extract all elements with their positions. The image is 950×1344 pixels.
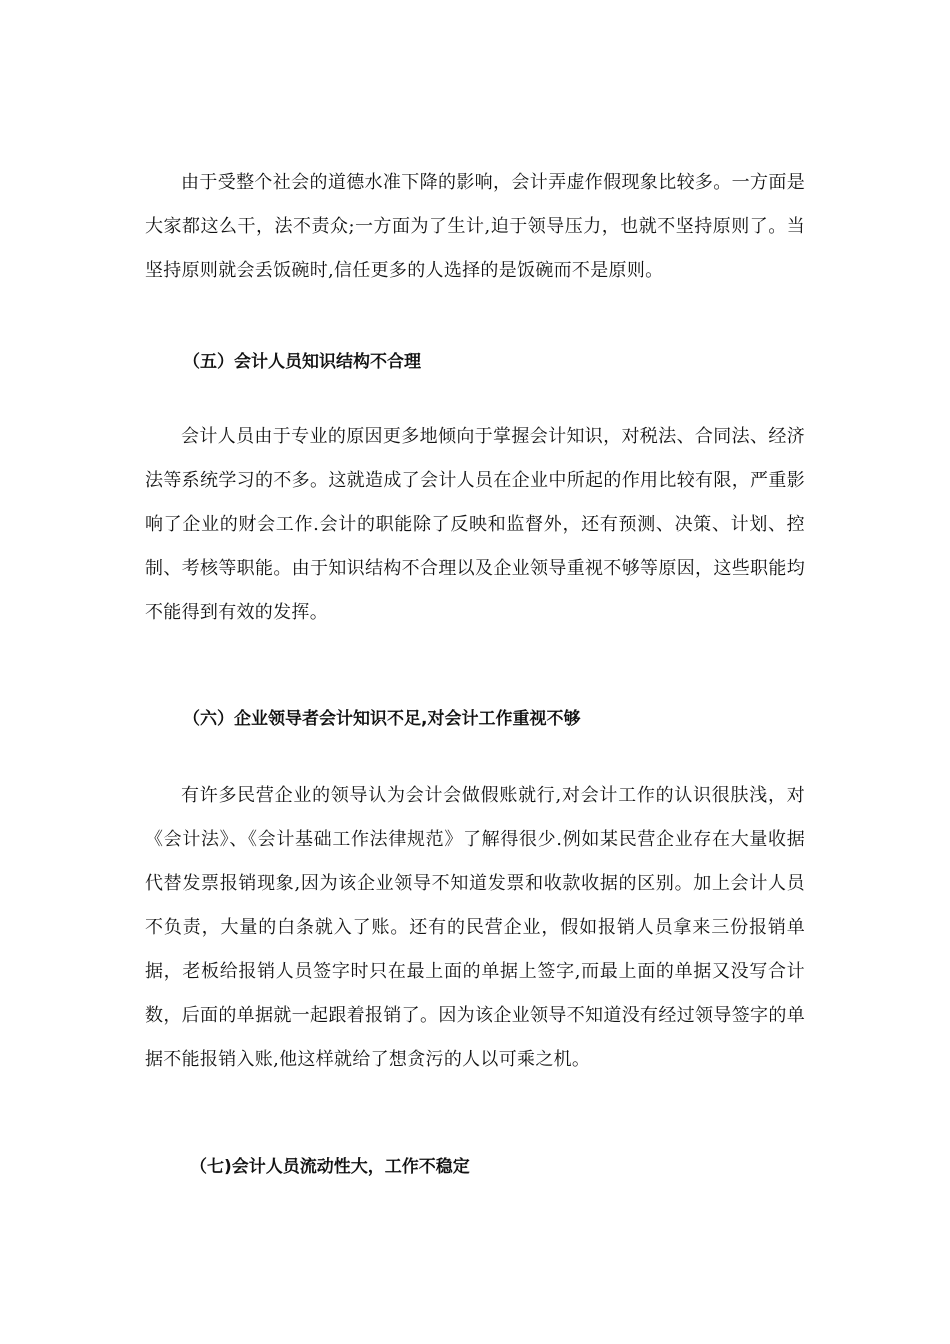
paragraph-leadership-knowledge: 有许多民营企业的领导认为会计会做假账就行,对会计工作的认识很肤浅，对《会计法》、《会计基础工作法律规范》了解得很少.例如某民营企业存在大量收据代替发票报销现象,因为该企业领导不知道发票和收款收据的区别。加上会计人员不负责，大量的白条就入了账。还有的民营企业，假如报销人员拿来三份报销单据，老板给报销人员签字时只在最上面的单据上签字,而最上面的单据又没写合计数，后面的单据就一起跟着报销了。因为该企业领导不知道没有经过领导签字的单据不能报销入账,他这样就给了想贪污的人以可乘之机。 bbox=[145, 785, 805, 1070]
paragraph-knowledge-structure: 会计人员由于专业的原因更多地倾向于掌握会计知识，对税法、合同法、经济法等系统学习的不多。这就造成了会计人员在企业中所起的作用比较有限，严重影响了企业的财会工作.会计的职能除了反映和监督外，还有预测、决策、计划、控制、考核等职能。由于知识结构不合理以及企业领导重视不够等原因，这些职能均不能得到有效的发挥。 bbox=[145, 426, 805, 623]
section-heading-7: （七)会计人员流动性大，工作不稳定 bbox=[190, 1157, 470, 1177]
paragraph-moral-decline: 由于受整个社会的道德水准下降的影响，会计弄虚作假现象比较多。一方面是大家都这么干，法不责众;一方面为了生计,迫于领导压力，也就不坚持原则了。当坚持原则就会丢饭碗时,信任更多的人选择的是饭碗而不是原则。 bbox=[145, 172, 805, 281]
section-heading-6: （六）企业领导者会计知识不足,对会计工作重视不够 bbox=[183, 709, 581, 729]
section-heading-5: （五）会计人员知识结构不合理 bbox=[183, 352, 421, 372]
